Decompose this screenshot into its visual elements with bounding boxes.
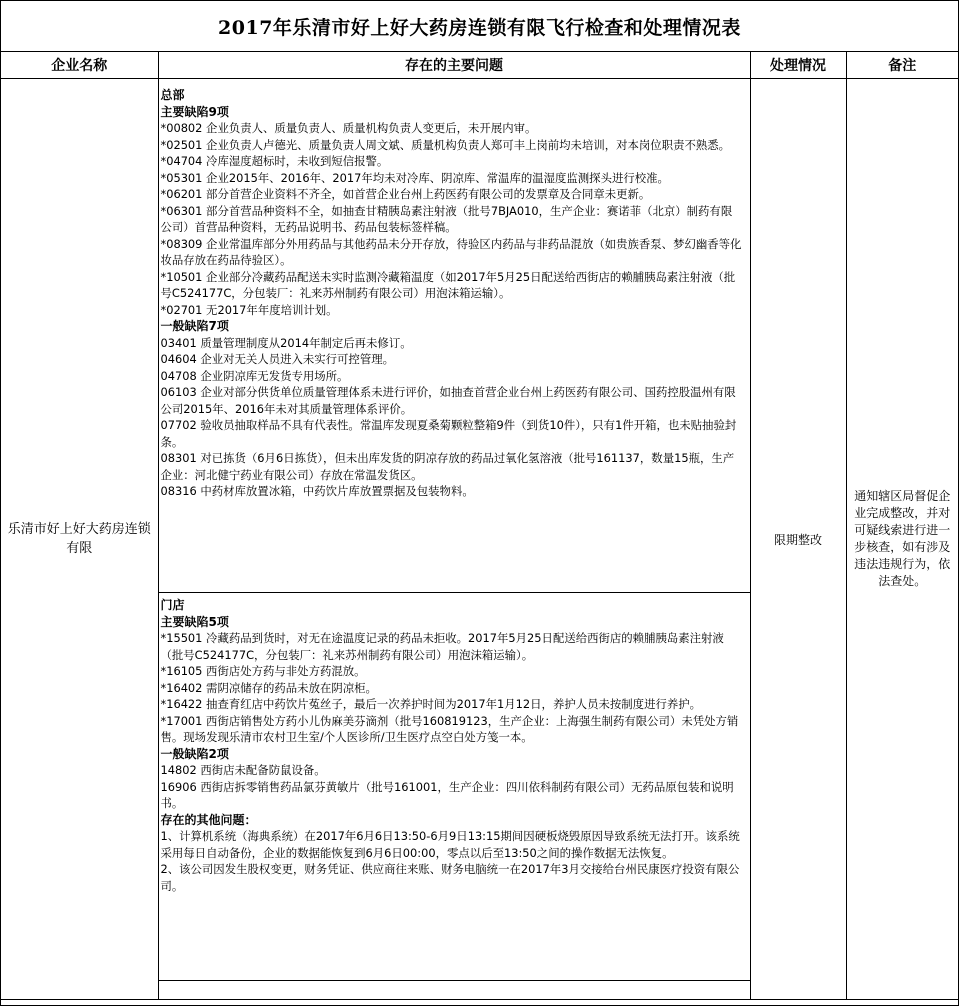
issue-item: *04704 冷库湿度超标时，未收到短信报警。: [160, 154, 389, 168]
issue-item: 04708 企业阴凉库无发货专用场所。: [160, 368, 349, 383]
issue-item: *16422 抽查育红店中药饮片菟丝子，最后一次养护时间为2017年1月12日，养护人员未按制度进行养护。: [160, 697, 702, 711]
header-row: [1, 52, 958, 79]
header-issues: 存在的主要问题: [158, 52, 750, 79]
notes-cell: 通知辖区局督促企业完成整改，并对可疑线索进行进一步核查，如有涉及违法违规行为，依法查处。: [846, 79, 958, 1000]
hq-general-list: [161, 335, 744, 500]
hq-major-heading: 主要缺陷9项: [160, 104, 229, 119]
issue-item: *05301 企业2015年、2016年、2017年均未对冷库、阴凉库、常温库的温湿度监测探头进行校准。: [160, 170, 669, 185]
issue-item: *16105 西街店处方药与非处方药混放。: [160, 664, 366, 678]
hq-issues-block: [159, 79, 750, 593]
issue-item: *06301 部分首营品种资料不全，如抽查甘精胰岛素注射液（批号7BJA010，生产企业：赛诺菲（北京）制药有限公司）首营品种资料，无药品说明书、药品包装标签样稿。: [160, 203, 733, 234]
issue-item: 08301 对已拣货（6月6日拣货），但未出库发货的阴凉存放的药品过氧化氢溶液（批号161137，数量15瓶，生产企业：河北健宁药业有限公司）存放在常温发货区。: [160, 451, 735, 482]
issue-item: *17001 西街店销售处方药小儿伪麻美芬滴剂（批号160819123，生产企业：上海强生制药有限公司）未凭处方销售。现场发现乐清市农村卫生室/个人医诊所/卫生医疗点空白处方笺一本。: [160, 713, 739, 744]
issue-item: 1、计算机系统（海典系统）在2017年6月6日13:50-6月9日13:15期间因硬板烧毁原因导致系统无法打开。该系统采用每日自动备份，企业的数据能恢复到6月6日00:00，零点以后至13:50之间的操作数据无法恢复。: [160, 829, 740, 860]
store-major-heading: 主要缺陷5项: [160, 614, 229, 629]
issue-item: *00802 企业负责人、质量负责人、质量机构负责人变更后，未开展内审。: [160, 121, 537, 135]
sheet-title: 2017年乐清市好上好大药房连锁有限飞行检查和处理情况表: [1, 1, 958, 52]
empty-block: [159, 981, 750, 999]
header-handling: 处理情况: [750, 52, 846, 79]
issue-item: *06201 部分首营企业资料不齐全，如首营企业台州上药医药有限公司的发票章及合同章未更新。: [160, 187, 651, 201]
handling-cell: 限期整改: [750, 79, 846, 1000]
issue-item: 08316 中药材库放置冰箱，中药饮片库放置票据及包装物料。: [160, 484, 474, 498]
issue-item: 2、该公司因发生股权变更，财务凭证、供应商往来账、财务电脑统一在2017年3月交接给台州民康医疗投资有限公司。: [160, 862, 740, 893]
store-general-list: [161, 762, 744, 812]
issue-item: *08309 企业常温库部分外用药品与其他药品未分开存放，待验区内药品与非药品混放（如贵族香泵、梦幻幽香等化妆品存放在药品待验区）。: [160, 236, 742, 267]
issue-item: 07702 验收员抽取样品不具有代表性。常温库发现夏桑菊颗粒整箱9件（到货10件），只有1件开箱，也未贴抽验封条。: [160, 418, 737, 449]
issue-item: *16402 需阴凉储存的药品未放在阴凉柜。: [160, 680, 377, 695]
hq-title: 总部: [160, 88, 185, 102]
store-other-heading: 存在的其他问题：: [160, 812, 257, 827]
store-other-list: [161, 828, 744, 894]
inspection-table: [1, 52, 958, 1000]
issue-item: 03401 质量管理制度从2014年制定后再未修订。: [160, 335, 412, 350]
company-row: [1, 79, 958, 1000]
issue-item: 04604 企业对无关人员进入未实行可控管理。: [160, 352, 394, 366]
issue-item: *15501 冷藏药品到货时，对无在途温度记录的药品未拒收。2017年5月25日配送给西街店的赖脯胰岛素注射液（批号C524177C，分包装厂：礼来苏州制药有限公司）用泡沫箱运输）。: [160, 631, 724, 662]
store-general-heading: 一般缺陷2项: [160, 746, 229, 761]
header-notes: 备注: [846, 52, 958, 79]
issue-item: 06103 企业对部分供货单位质量管理体系未进行评价，如抽查首营企业台州上药医药有限公司、国药控股温州有限公司2015年、2016年未对其质量管理体系评价。: [160, 385, 736, 416]
store-title: 门店: [160, 598, 185, 612]
store-major-list: [161, 630, 744, 746]
hq-major-list: [161, 120, 744, 318]
issue-item: *02501 企业负责人卢德光、质量负责人周文斌、质量机构负责人郑可丰上岗前均未培训，对本岗位职责不熟悉。: [160, 137, 731, 152]
issue-item: 14802 西街店未配备防鼠设备。: [160, 763, 326, 777]
company-name-cell: 乐清市好上好大药房连锁有限: [1, 79, 158, 1000]
issues-cell: [158, 79, 750, 1000]
issue-item: *02701 无2017年年度培训计划。: [160, 302, 338, 317]
store-issues-block: [159, 593, 750, 981]
header-company: 企业名称: [1, 52, 158, 79]
issue-item: *10501 企业部分冷藏药品配送未实时监测冷藏箱温度（如2017年5月25日配送给西街店的赖脯胰岛素注射液（批号C524177C，分包装厂：礼来苏州制药有限公司）用泡沫箱运输）。: [160, 269, 736, 300]
issue-item: 16906 西街店拆零销售药品氯芬黄敏片（批号161001，生产企业：四川依科制药有限公司）无药品原包装和说明书。: [160, 779, 734, 810]
hq-general-heading: 一般缺陷7项: [160, 319, 229, 333]
